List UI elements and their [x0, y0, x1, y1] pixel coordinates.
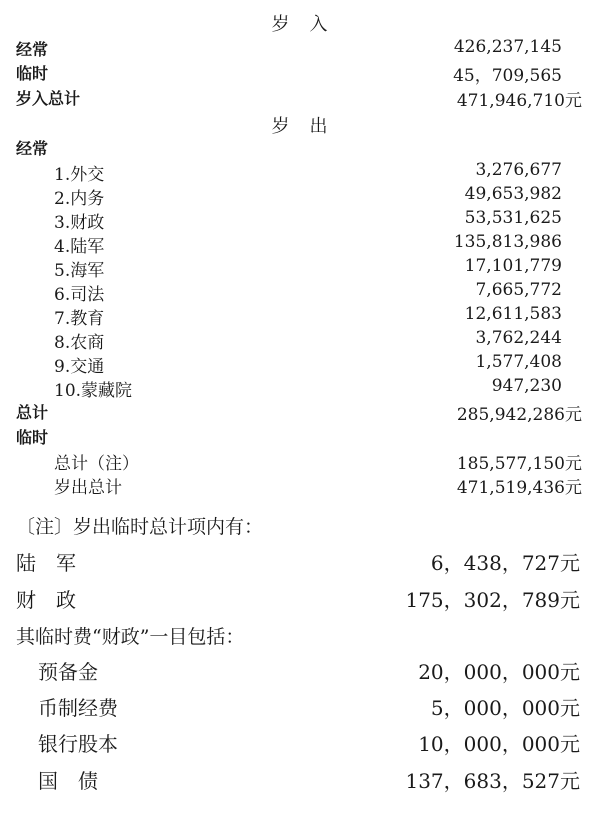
- expenditure-item-value: 17,101,779: [464, 256, 562, 276]
- note-sub-row: [0, 765, 600, 795]
- expenditure-item: [0, 304, 600, 328]
- expenditure-item-value: 3,276,677: [475, 160, 562, 180]
- expenditure-item-label: 9.交通: [54, 357, 105, 377]
- revenue-total-label: 岁入总计: [16, 89, 81, 108]
- note-sub-row-value: 5，000，000元: [430, 696, 580, 720]
- note-sub-title: 其临时费“财政”一目包括：: [16, 626, 245, 648]
- expenditure-item: [0, 328, 600, 352]
- expenditure-regular-total-value: 285,942,286元: [456, 405, 582, 425]
- note-row-label: 财 政: [16, 588, 76, 612]
- expenditure-temporary-total-row: [0, 449, 600, 473]
- note-sub-row-value: 20，000，000元: [418, 660, 580, 684]
- note-row-army: [0, 547, 600, 577]
- revenue-regular-label: 经常: [16, 40, 49, 59]
- note-sub-row-value: 10，000，000元: [418, 732, 580, 756]
- expenditure-item: [0, 184, 600, 208]
- expenditure-item-value: 7,665,772: [475, 280, 562, 300]
- revenue-row-regular: [0, 37, 600, 61]
- expenditure-item: [0, 232, 600, 256]
- expenditure-regular-total-row: [0, 400, 600, 424]
- revenue-heading: 岁 入: [271, 14, 329, 35]
- expenditure-heading: 岁 出: [271, 116, 329, 137]
- note-row-finance: [0, 584, 600, 614]
- revenue-total-value: 471,946,710元: [456, 91, 582, 111]
- expenditure-item: [0, 160, 600, 184]
- note-title: 〔注〕岁出临时总计项内有：: [16, 516, 264, 538]
- expenditure-item-value: 135,813,986: [453, 232, 562, 252]
- expenditure-item-label: 1.外交: [54, 165, 105, 185]
- expenditure-grand-total-row: [0, 473, 600, 497]
- expenditure-item-value: 53,531,625: [464, 208, 562, 228]
- expenditure-item-value: 947,230: [491, 376, 562, 396]
- expenditure-grand-total-label: 岁出总计: [54, 478, 122, 498]
- expenditure-temporary-row: [0, 425, 600, 449]
- expenditure-item-value: 12,611,583: [464, 304, 562, 324]
- note-sub-row-label: 预备金: [38, 660, 98, 684]
- note-row-value: 175，302，789元: [405, 588, 580, 612]
- expenditure-temporary-label: 临时: [16, 428, 49, 447]
- expenditure-item-label: 2.内务: [54, 189, 105, 209]
- note-sub-row: [0, 728, 600, 758]
- expenditure-regular-label: 经常: [16, 139, 49, 158]
- note-sub-row-label: 币制经费: [38, 696, 118, 720]
- expenditure-item-value: 1,577,408: [475, 352, 562, 372]
- expenditure-item-label: 3.财政: [54, 213, 105, 233]
- revenue-regular-value: 426,237,145: [453, 37, 562, 57]
- expenditure-item-label: 7.教育: [54, 309, 105, 329]
- note-sub-row-value: 137，683，527元: [405, 769, 580, 793]
- expenditure-item-label: 6.司法: [54, 285, 105, 305]
- expenditure-item-label: 4.陆军: [54, 237, 105, 257]
- expenditure-regular-total-label: 总计: [16, 403, 49, 422]
- expenditure-temporary-total-label: 总计（注）: [54, 454, 139, 474]
- expenditure-regular-row: [0, 136, 600, 160]
- expenditure-temporary-total-value: 185,577,150元: [456, 454, 582, 474]
- revenue-temporary-label: 临时: [16, 64, 49, 83]
- note-sub-row: [0, 656, 600, 686]
- note-sub-row-label: 银行股本: [38, 732, 118, 756]
- note-row-value: 6，438，727元: [430, 551, 580, 575]
- note-sub-row: [0, 692, 600, 722]
- revenue-row-total: [0, 86, 600, 110]
- expenditure-item-label: 5.海军: [54, 261, 105, 281]
- expenditure-item-value: 3,762,244: [475, 328, 562, 348]
- note-sub-row-label: 国 债: [38, 769, 98, 793]
- expenditure-item: [0, 280, 600, 304]
- expenditure-item: [0, 208, 600, 232]
- expenditure-item: [0, 376, 600, 400]
- expenditure-item-label: 10.蒙藏院: [54, 381, 133, 401]
- revenue-temporary-value: 45，709,565: [453, 66, 562, 86]
- expenditure-grand-total-value: 471,519,436元: [456, 478, 582, 498]
- expenditure-item-value: 49,653,982: [464, 184, 562, 204]
- expenditure-item-label: 8.农商: [54, 333, 105, 353]
- note-row-label: 陆 军: [16, 551, 76, 575]
- expenditure-item: [0, 352, 600, 376]
- expenditure-item: [0, 256, 600, 280]
- revenue-row-temporary: [0, 61, 600, 85]
